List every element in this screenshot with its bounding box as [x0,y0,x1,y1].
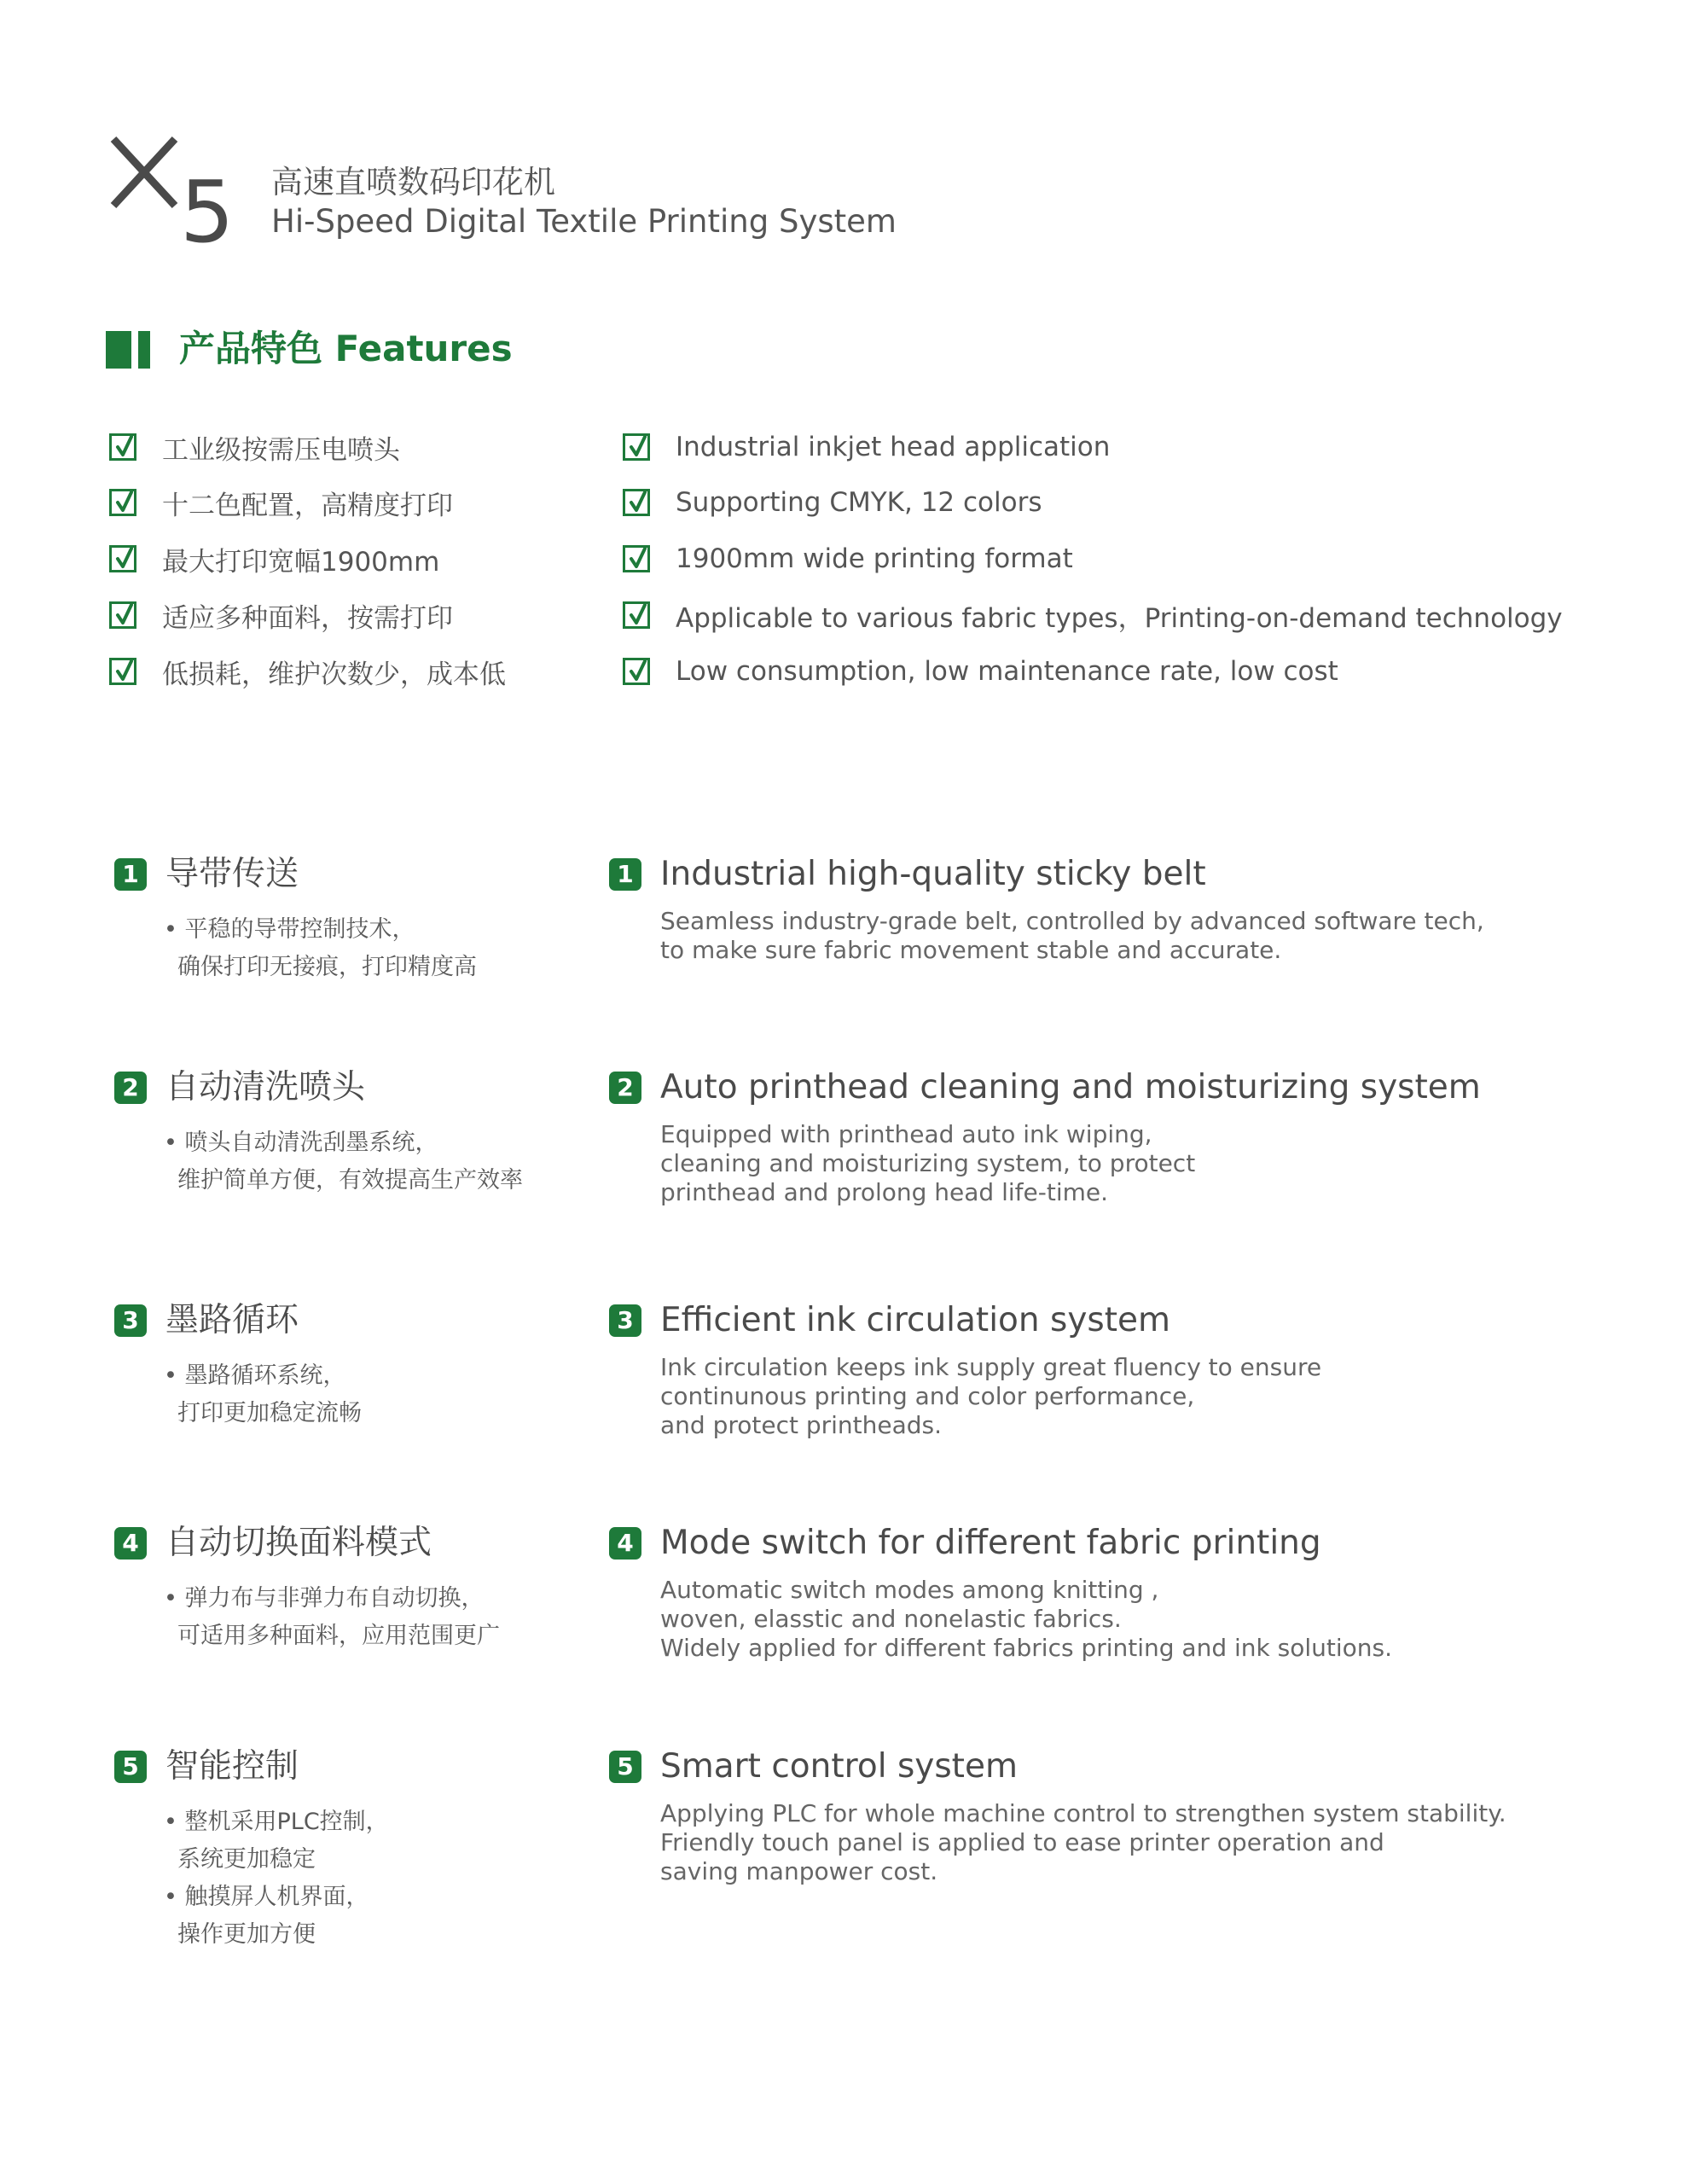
detail-body-en-line: Equipped with printhead auto ink wiping, [660,1120,1152,1148]
number-badge: 1 [609,858,641,891]
detail-body-cn [164,911,477,986]
detail-body-cn-line: 维护简单方便，有效提高生产效率 [177,1167,523,1194]
detail-body-cn-line: 系统更加稳定 [177,1846,316,1873]
detail-body-cn-line: 确保打印无接痕，打印精度高 [177,954,477,980]
checkbox-checked-icon [109,601,136,629]
feature-text: Industrial inkjet head application [676,432,1111,462]
feature-item-en [623,653,1338,690]
detail-body-cn [164,1580,500,1655]
feature-item-en [623,484,1042,521]
detail-title-cn: 导带传送 [165,855,299,893]
detail-body-cn [164,1357,362,1432]
feature-item-cn [109,596,453,634]
detail-body-en [660,1576,1392,1663]
product-title-cn: 高速直喷数码印花机 [271,164,555,200]
checkbox-checked-icon [623,433,650,461]
number-badge: 1 [114,858,147,891]
checkbox-checked-icon [109,489,136,516]
detail-body-en-line: Seamless industry-grade belt, controlled by advanced software tech, [660,907,1484,935]
checkbox-checked-icon [109,658,136,685]
feature-text: 1900mm wide printing format [676,543,1073,574]
feature-text: Applicable to various fabric types，Printing-on-demand technology [676,602,1563,634]
checkbox-checked-icon [623,601,650,629]
detail-body-en-line: Ink circulation keeps ink supply great fluency to ensure [660,1353,1322,1381]
number-badge: 2 [609,1072,641,1104]
feature-item-en [623,540,1073,578]
checkbox-checked-icon [109,433,136,461]
detail-title-cn: 智能控制 [165,1747,299,1786]
detail-title-en: Auto printhead cleaning and moisturizing system [660,1068,1481,1107]
detail-body-cn-line: • 整机采用PLC控制， [164,1809,389,1835]
feature-item-cn [109,653,506,690]
feature-item-en [623,596,1563,634]
detail-body-cn-line: • 弹力布与非弹力布自动切换， [164,1585,485,1612]
feature-item-cn [109,428,400,466]
detail-title-en: Efficient ink circulation system [660,1301,1171,1339]
detail-body-en-line: continunous printing and color performance, [660,1382,1195,1410]
number-badge: 4 [609,1527,641,1560]
detail-body-en [660,1799,1506,1886]
number-badge: 4 [114,1527,147,1560]
feature-item-en [623,428,1110,466]
detail-title-cn: 墨路循环 [165,1301,299,1339]
number-badge: 5 [609,1751,641,1783]
detail-body-en [660,1353,1321,1440]
checkbox-checked-icon [623,545,650,572]
features-heading: 产品特色 Features [179,328,513,369]
detail-title-en: Industrial high-quality sticky belt [660,855,1206,893]
detail-body-en-line: printhead and prolong head life-time. [660,1178,1109,1206]
detail-title-en: Mode switch for different fabric printing [660,1524,1321,1562]
detail-body-en-line: Automatic switch modes among knitting , [660,1576,1159,1604]
detail-body-en-line: cleaning and moisturizing system, to protect [660,1149,1196,1177]
detail-title-cn: 自动切换面料模式 [165,1524,432,1562]
feature-text: Supporting CMYK, 12 colors [676,487,1042,518]
checkbox-checked-icon [623,658,650,685]
checkbox-checked-icon [109,545,136,572]
detail-body-en-line: Widely applied for different fabrics printing and ink solutions. [660,1634,1393,1662]
detail-body-cn-line: 打印更加稳定流畅 [177,1400,362,1426]
detail-body-cn-line: • 墨路循环系统， [164,1362,346,1389]
feature-text: 工业级按需压电喷头 [162,434,400,466]
detail-body-cn-line: • 平稳的导带控制技术， [164,916,415,943]
product-title-en: Hi-Speed Digital Textile Printing System [271,203,897,240]
detail-body-en-line: Applying PLC for whole machine control to strengthen system stability. [660,1799,1506,1827]
detail-body-en-line: and protect printheads. [660,1411,943,1439]
number-badge: 3 [609,1304,641,1337]
detail-body-cn [164,1124,523,1199]
detail-body-cn-line: • 触摸屏人机界面， [164,1884,369,1910]
x5-logo [107,132,243,252]
feature-text: 十二色配置，高精度打印 [162,490,453,521]
detail-body-cn [164,1804,389,1954]
feature-item-cn [109,540,439,578]
feature-text: 低损耗，维护次数少，成本低 [162,659,506,690]
detail-body-en-line: to make sure fabric movement stable and accurate. [660,936,1282,964]
detail-body-en-line: Friendly touch panel is applied to ease printer operation and [660,1828,1384,1856]
detail-body-cn-line: • 喷头自动清洗刮墨系统， [164,1130,438,1156]
feature-item-cn [109,484,453,521]
detail-body-en [660,907,1484,965]
feature-text: 适应多种面料，按需打印 [162,602,453,634]
detail-title-en: Smart control system [660,1747,1018,1786]
detail-body-cn-line: 操作更加方便 [177,1921,316,1948]
detail-title-cn: 自动清洗喷头 [165,1068,366,1107]
feature-text: Low consumption, low maintenance rate, low cost [676,656,1338,687]
detail-body-en-line: saving manpower cost. [660,1857,938,1885]
svg-text:5: 5 [180,162,235,252]
section-marker [106,331,157,369]
detail-body-en [660,1120,1195,1207]
number-badge: 2 [114,1072,147,1104]
number-badge: 5 [114,1751,147,1783]
detail-body-cn-line: 可适用多种面料，应用范围更广 [177,1623,500,1649]
checkbox-checked-icon [623,489,650,516]
number-badge: 3 [114,1304,147,1337]
feature-text: 最大打印宽幅1900mm [162,546,440,578]
detail-body-en-line: woven, elasstic and nonelastic fabrics. [660,1605,1122,1633]
